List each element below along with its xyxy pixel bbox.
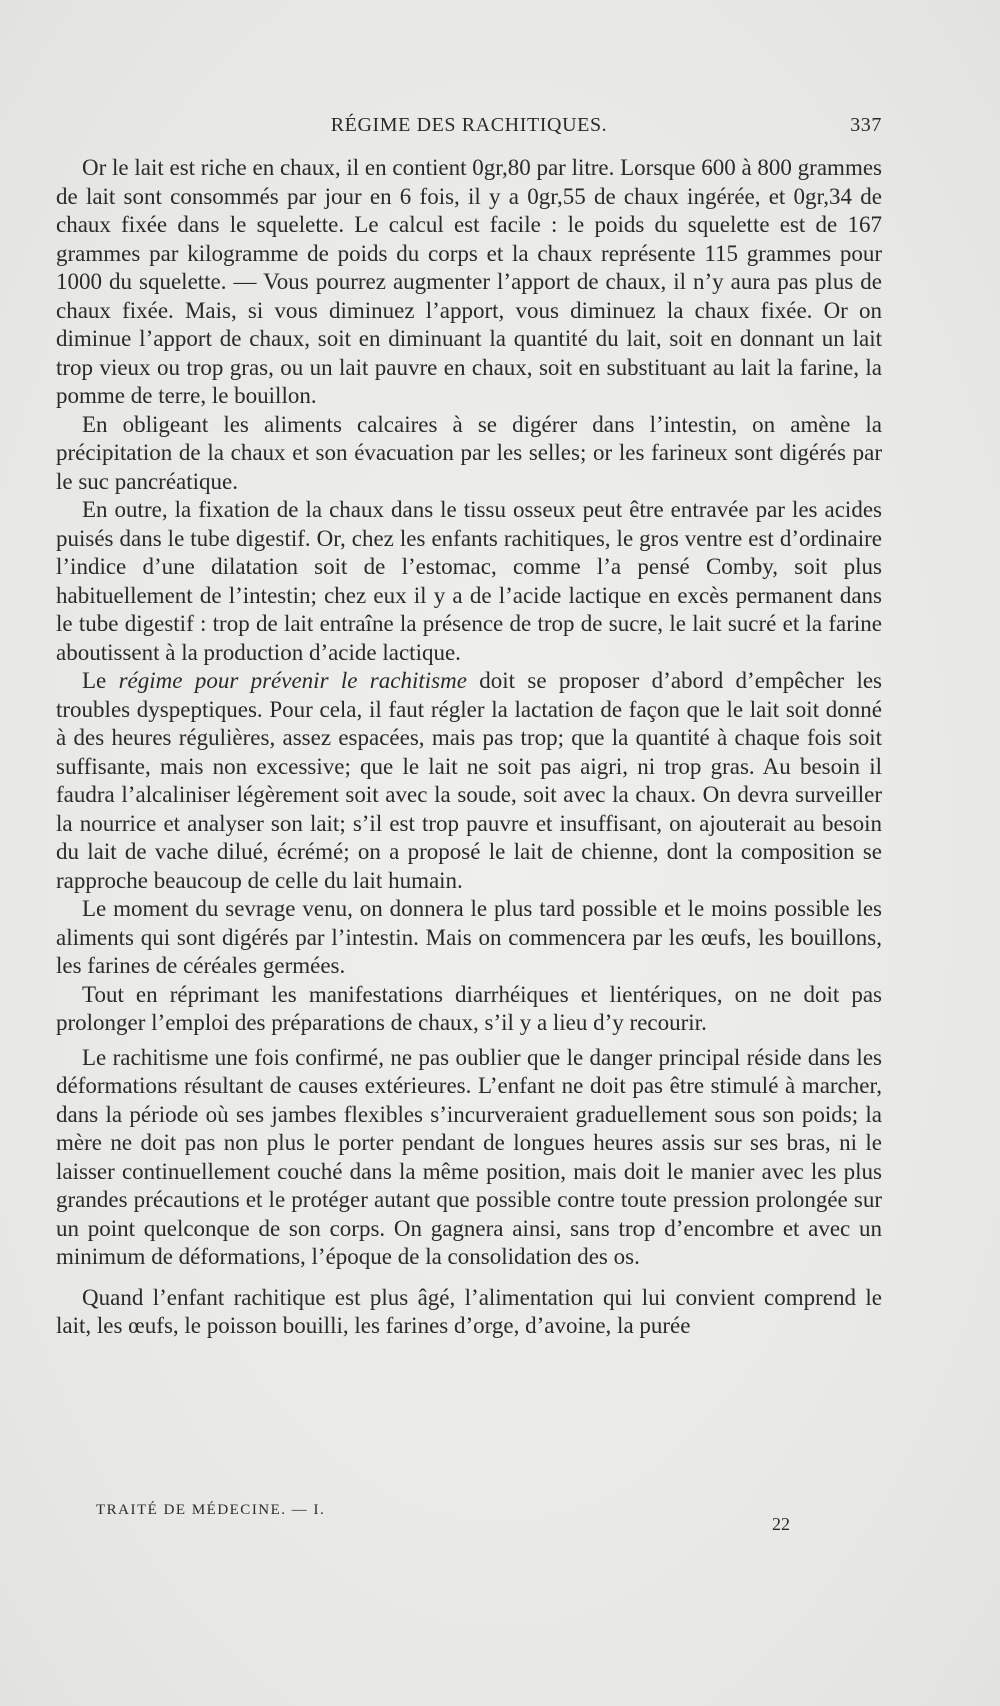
running-header — [56, 114, 882, 140]
body-text — [56, 154, 882, 1341]
paragraph-6: Tout en réprimant les manifestations diarrhéiques et lientériques, on ne doit pas prolonger l’emploi des préparations de chaux, s’il y a lieu d’y recourir. — [56, 981, 882, 1035]
paragraph-1: Or le lait est riche en chaux, il en contient 0gr,80 par litre. Lorsque 600 à 800 grammes de lait sont consommés par jour en 6 fois, il y a 0gr,55 de chaux ingérée, et 0gr,34 de chaux fixée dans le squelette. Le calcul est facile : le poids du squelette est de 167 grammes par kilogramme de poids du corps et la chaux représente 115 grammes pour 1000 du squelette. — Vous pourrez augmenter l’apport de chaux, il n’y aura pas plus de chaux fixée. Mais, si vous diminuez l’apport, vous diminuez la chaux fixée. Or on diminue l’apport de chaux, soit en diminuant la quantité du lait, soit en donnant un lait trop vieux ou trop gras, ou un lait pauvre en chaux, soit en substituant au lait la farine, la pomme de terre, le bouillon. — [56, 155, 882, 408]
page-footer — [56, 1500, 882, 1540]
paragraph-4-lead: Le — [82, 668, 119, 693]
paragraph-4 — [56, 667, 882, 895]
paragraph-4-text: doit se proposer d’abord d’empêcher les troubles dyspeptiques. Pour cela, il faut régler la lactation de façon que le lait soit donné à des heures régulières, assez espacées, mais pas trop; que la quantité à chaque fois soit suffisante, mais non excessive; que le lait ne soit pas aigri, ni trop gras. Au besoin il faudra l’alcaliniser légèrement soit avec la soude, soit avec la chaux. On devra surveiller la nourrice et analyser son lait; s’il est trop pauvre et insuffisant, on ajouterait au besoin du lait de vache dilué, écrémé; on a proposé le lait de chienne, dont la composition se rapproche beaucoup de celle du lait humain. — [56, 668, 882, 893]
paragraph-5: Le moment du sevrage venu, on donnera le plus tard possible et le moins possible les aliments qui sont digérés par l’intestin. Mais on commencera par les œufs, les bouillons, les farines de céréales germées. — [56, 896, 882, 978]
signature-mark: 22 — [772, 1514, 790, 1534]
paragraph-3: En outre, la fixation de la chaux dans le tissu osseux peut être entravée par les acides puisés dans le tube digestif. Or, chez les enfants rachitiques, le gros ventre est d’ordinaire l’indice d’une dilatation soit de l’estomac, comme l’a pensé Comby, soit plus habituellement de l’intestin; chez eux il y a de l’acide lactique en excès permanent dans le tube digestif : trop de lait entraîne la présence de trop de sucre, le lait sucré et la farine aboutissent à la production d’acide lactique. — [56, 497, 882, 665]
paragraph-2: En obligeant les aliments calcaires à se digérer dans l’intestin, on amène la précipitation de la chaux et son évacuation par les selles; or les farineux sont digérés par le suc pancréatique. — [56, 411, 882, 494]
paragraph-7: Le rachitisme une fois confirmé, ne pas oublier que le danger principal réside dans les déformations résultant de causes extérieures. L’enfant ne doit pas être stimulé à marcher, dans la période où ses jambes flexibles s’incurveraient graduellement sous son poids; la mère ne doit pas non plus le porter pendant de longues heures assis sur ses bras, ni le laisser continuellement couché dans la même position, mais doit le manier avec les plus grandes précautions et le protéger autant que possible contre toute pression prolongée sur un point quelconque de son corps. On gagnera ainsi, sans trop d’encombre et avec un minimum de déformations, l’époque de la consolidation des os. — [56, 1044, 882, 1269]
paragraph-8: Quand l’enfant rachitique est plus âgé, l’alimentation qui lui convient comprend le lait, les œufs, le poisson bouilli, les farines d’orge, d’avoine, la purée — [56, 1284, 882, 1338]
paragraph-4-italic: régime pour prévenir le rachitisme — [118, 668, 467, 693]
running-title: RÉGIME DES RACHITIQUES. — [330, 114, 608, 136]
book-title: TRAITÉ DE MÉDECINE. — I. — [96, 1502, 326, 1518]
page-number: 337 — [850, 114, 882, 136]
